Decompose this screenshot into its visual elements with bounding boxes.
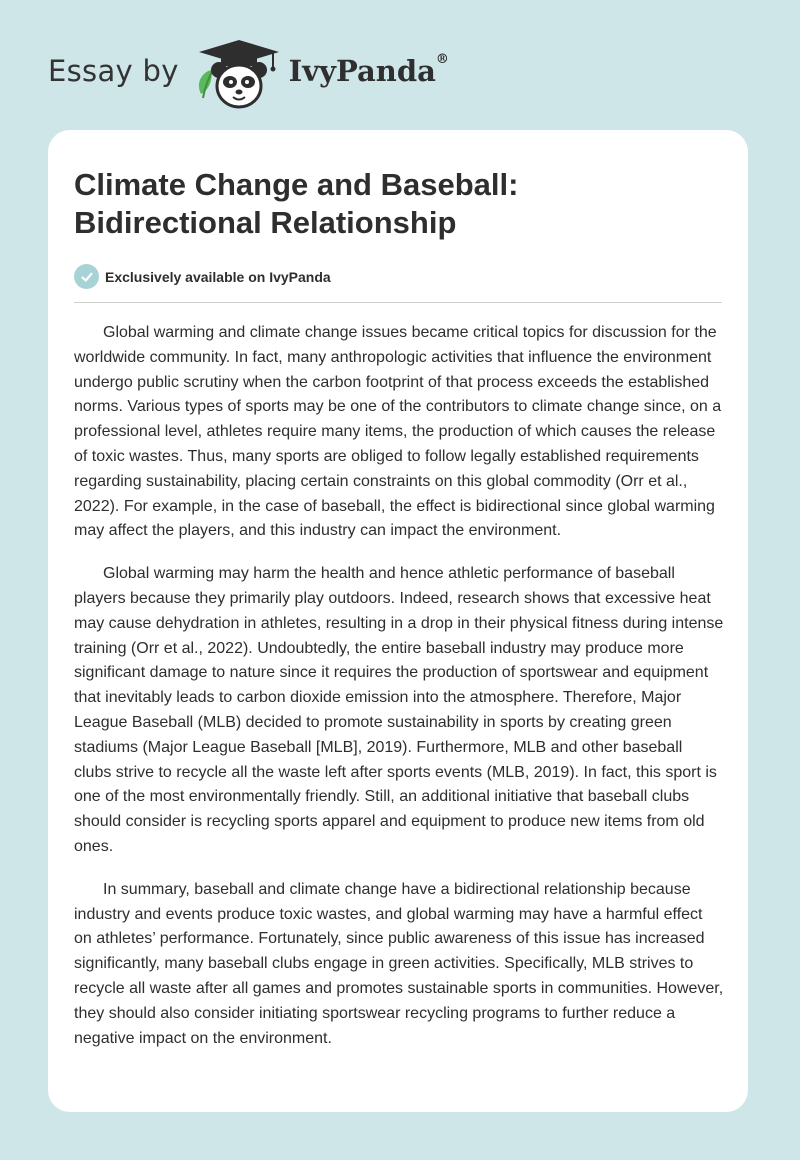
- paragraph: In summary, baseball and climate change have a bidirectional relationship because industry and events produce toxic wastes, and global warming may have a harmful effect on athletes’ performance. Fortunately, since public awareness of this issue has increased significantly, many baseball clubs engage in green activities. Specifically, MLB strives to recycle all waste after all games and promotes sustainable sports in communities. However, they should also consider initiating sportswear recycling programs to further reduce a negative impact on the environment.: [74, 880, 724, 1047]
- badge-label: Exclusively available on IvyPanda: [105, 268, 331, 285]
- registered-mark: ®: [435, 52, 449, 67]
- brand-text: IvyPanda: [288, 54, 436, 88]
- essay-body: [74, 321, 724, 1069]
- panda-graduate-icon[interactable]: [193, 36, 285, 112]
- checkmark-icon: [74, 264, 99, 289]
- essay-card: [48, 130, 748, 1112]
- essay-title: Climate Change and Baseball: Bidirectional Relationship: [74, 167, 519, 240]
- paragraph: Global warming and climate change issues became critical topics for discussion for the worldwide community. In fact, many anthropologic activities that influence the environment undergo public scrutiny when the carbon footprint of that process exceeds the established norms. Various types of sports may be one of the contributors to climate change since, on a professional level, athletes require many items, the production of which causes the release of toxic wastes. Thus, many sports are obliged to follow legally established requirements regarding sustainability, placing certain constraints on this global commodity (Orr et al., 2022). For example, in the case of baseball, the effect is bidirectional since global warming may affect the players, and this industry can impact the environment.: [74, 324, 722, 540]
- essay-by-label: Essay by: [48, 54, 179, 88]
- brand-name[interactable]: [289, 54, 449, 88]
- paragraph: Global warming may harm the health and hence athletic performance of baseball players because they primarily play outdoors. Indeed, research shows that excessive heat may cause dehydration in athletes, resulting in a drop in their physical fitness during intense training (Orr et al., 2022). Undoubtedly, the entire baseball industry may produce more significant damage to nature since it requires the production of sportswear and equipment that inevitably leads to carbon dioxide emission into the atmosphere. Therefore, Major League Baseball (MLB) decided to promote sustainability in sports by creating green stadiums (Major League Baseball [MLB], 2019). Furthermore, MLB and other baseball clubs strive to recycle all the waste left after sports events (MLB, 2019). In fact, this sport is one of the most environmentally friendly. Still, an additional initiative that baseball clubs should consider is recycling sports apparel and equipment to produce new items from old ones.: [74, 565, 724, 855]
- divider: [74, 302, 722, 303]
- exclusive-badge: [74, 264, 331, 289]
- site-header: [48, 36, 648, 112]
